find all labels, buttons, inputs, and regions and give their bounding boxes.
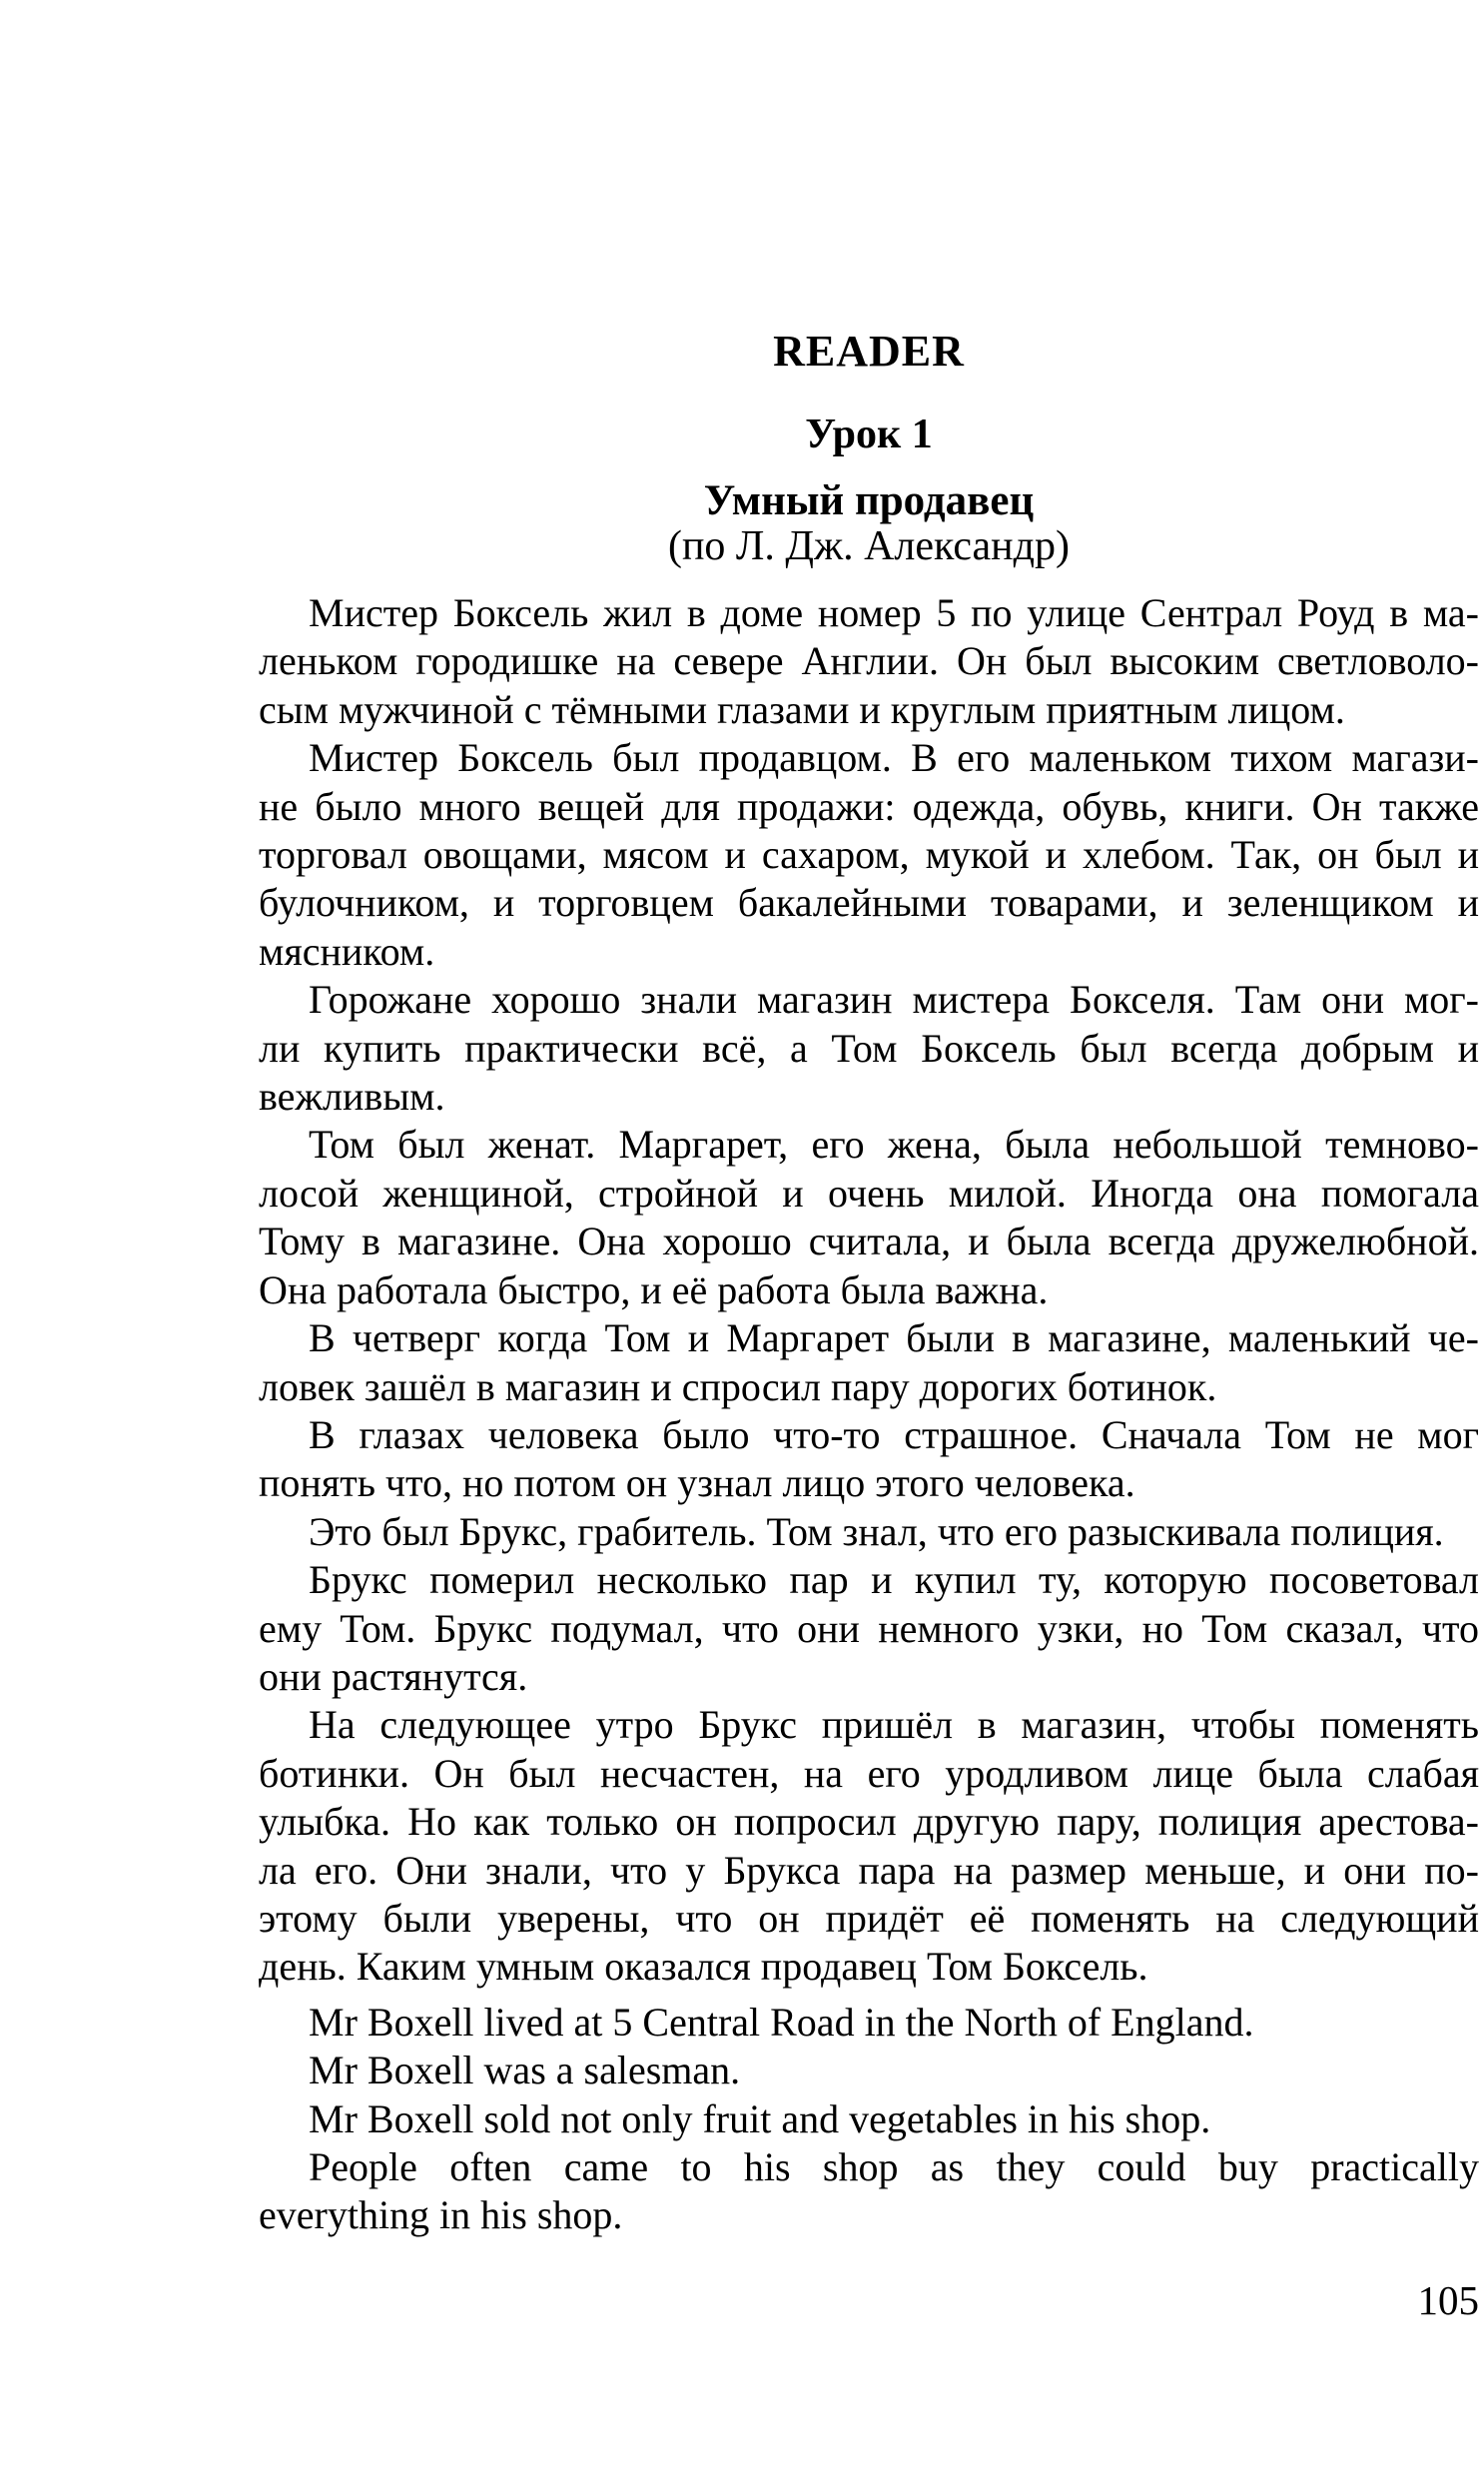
text-line: лосой женщиной, стройной и очень милой. Иногда она помогала	[259, 1170, 1479, 1216]
text-line: Мистер Боксель был продавцом. В его маленьком тихом магази-	[309, 735, 1479, 781]
story-title: Умный продавец	[703, 477, 1035, 524]
text-line: People often came to his shop as they could buy practically	[309, 2144, 1479, 2189]
text-line: леньком городишке на севере Англии. Он был высоким светловоло-	[259, 638, 1479, 684]
page-number: 105	[1417, 2276, 1479, 2323]
paragraph	[259, 1999, 1479, 2047]
text-line: Она работала быстро, и её работа была важна.	[259, 1266, 1049, 1312]
paragraph	[259, 1121, 1479, 1314]
text-line: ловек зашёл в магазин и спросил пару дорогих ботинок.	[259, 1363, 1217, 1409]
text-line: Это был Брукс, грабитель. Том знал, что его разыскивала полиция.	[309, 1508, 1444, 1554]
paragraph	[259, 2047, 1479, 2094]
text-line: вежливым.	[259, 1074, 445, 1120]
text-line: булочником, и торговцем бакалейными товарами, и зеленщиком и	[259, 880, 1479, 926]
paragraph	[259, 589, 1479, 734]
text-line: ботинки. Он был несчастен, на его уродливом лице была слабая	[259, 1750, 1479, 1796]
text-line: они растянутся.	[259, 1653, 528, 1699]
paragraph	[259, 1556, 1479, 1701]
story-attribution: (по Л. Дж. Александр)	[667, 523, 1071, 569]
text-line: не было много вещей для продажи: одежда, обувь, книги. Он также	[259, 783, 1479, 829]
text-line: улыбка. Но как только он попросил другую пару, полиция арестова-	[259, 1799, 1479, 1845]
paragraph	[259, 1411, 1479, 1508]
page-title: READER	[773, 327, 965, 376]
text-line: день. Каким умным оказался продавец Том Боксель.	[259, 1944, 1148, 1990]
text-line: ли купить практически всё, а Том Боксель был всегда добрым и	[259, 1025, 1479, 1071]
paragraph	[259, 1701, 1479, 1991]
russian-text-block	[259, 589, 1479, 1992]
text-line: В четверг когда Том и Маргарет были в магазине, маленький че-	[309, 1315, 1479, 1361]
text-line: ла его. Они знали, что у Брукса пара на размер меньше, и они по-	[259, 1847, 1479, 1893]
text-line: торговал овощами, мясом и сахаром, мукой и хлебом. Так, он был и	[259, 832, 1479, 878]
paragraph	[259, 976, 1479, 1121]
text-line: сым мужчиной с тёмными глазами и круглым приятным лицом.	[259, 686, 1345, 732]
paragraph	[259, 2143, 1479, 2240]
text-line: Мистер Боксель жил в доме номер 5 по улице Сентрал Роуд в ма-	[309, 590, 1479, 635]
english-text-block	[259, 1999, 1479, 2240]
text-line: мясником.	[259, 928, 435, 974]
text-line: Горожане хорошо знали магазин мистера Бокселя. Там они мог-	[309, 977, 1479, 1023]
paragraph	[259, 2095, 1479, 2143]
text-line: Mr Boxell lived at 5 Central Road in the North of England.	[309, 1999, 1254, 2045]
text-line: понять что, но потом он узнал лицо этого человека.	[259, 1460, 1135, 1506]
text-line: На следующее утро Брукс пришёл в магазин, чтобы поменять	[309, 1702, 1479, 1748]
text-line: В глазах человека было что-то страшное. Сначала Том не мог	[309, 1411, 1479, 1457]
text-line: этому были уверены, что он придёт её поменять на следующий	[259, 1895, 1479, 1941]
paragraph	[259, 1314, 1479, 1411]
paragraph	[259, 1508, 1479, 1556]
text-line: Тому в магазине. Она хорошо считала, и была всегда дружелюбной.	[259, 1219, 1479, 1264]
text-column	[259, 0, 1479, 2321]
text-line: Брукс померил несколько пар и купил ту, которую посоветовал	[309, 1557, 1479, 1603]
text-line: Mr Boxell was a salesman.	[309, 2048, 741, 2093]
paragraph	[259, 734, 1479, 976]
text-line: ему Том. Брукс подумал, что они немного узки, но Том сказал, что	[259, 1605, 1479, 1651]
lesson-heading: Урок 1	[805, 412, 933, 457]
text-line: Том был женат. Маргарет, его жена, была небольшой темново-	[309, 1122, 1479, 1168]
text-line: Mr Boxell sold not only fruit and vegetables in his shop.	[309, 2095, 1211, 2141]
text-line: everything in his shop.	[259, 2192, 623, 2238]
